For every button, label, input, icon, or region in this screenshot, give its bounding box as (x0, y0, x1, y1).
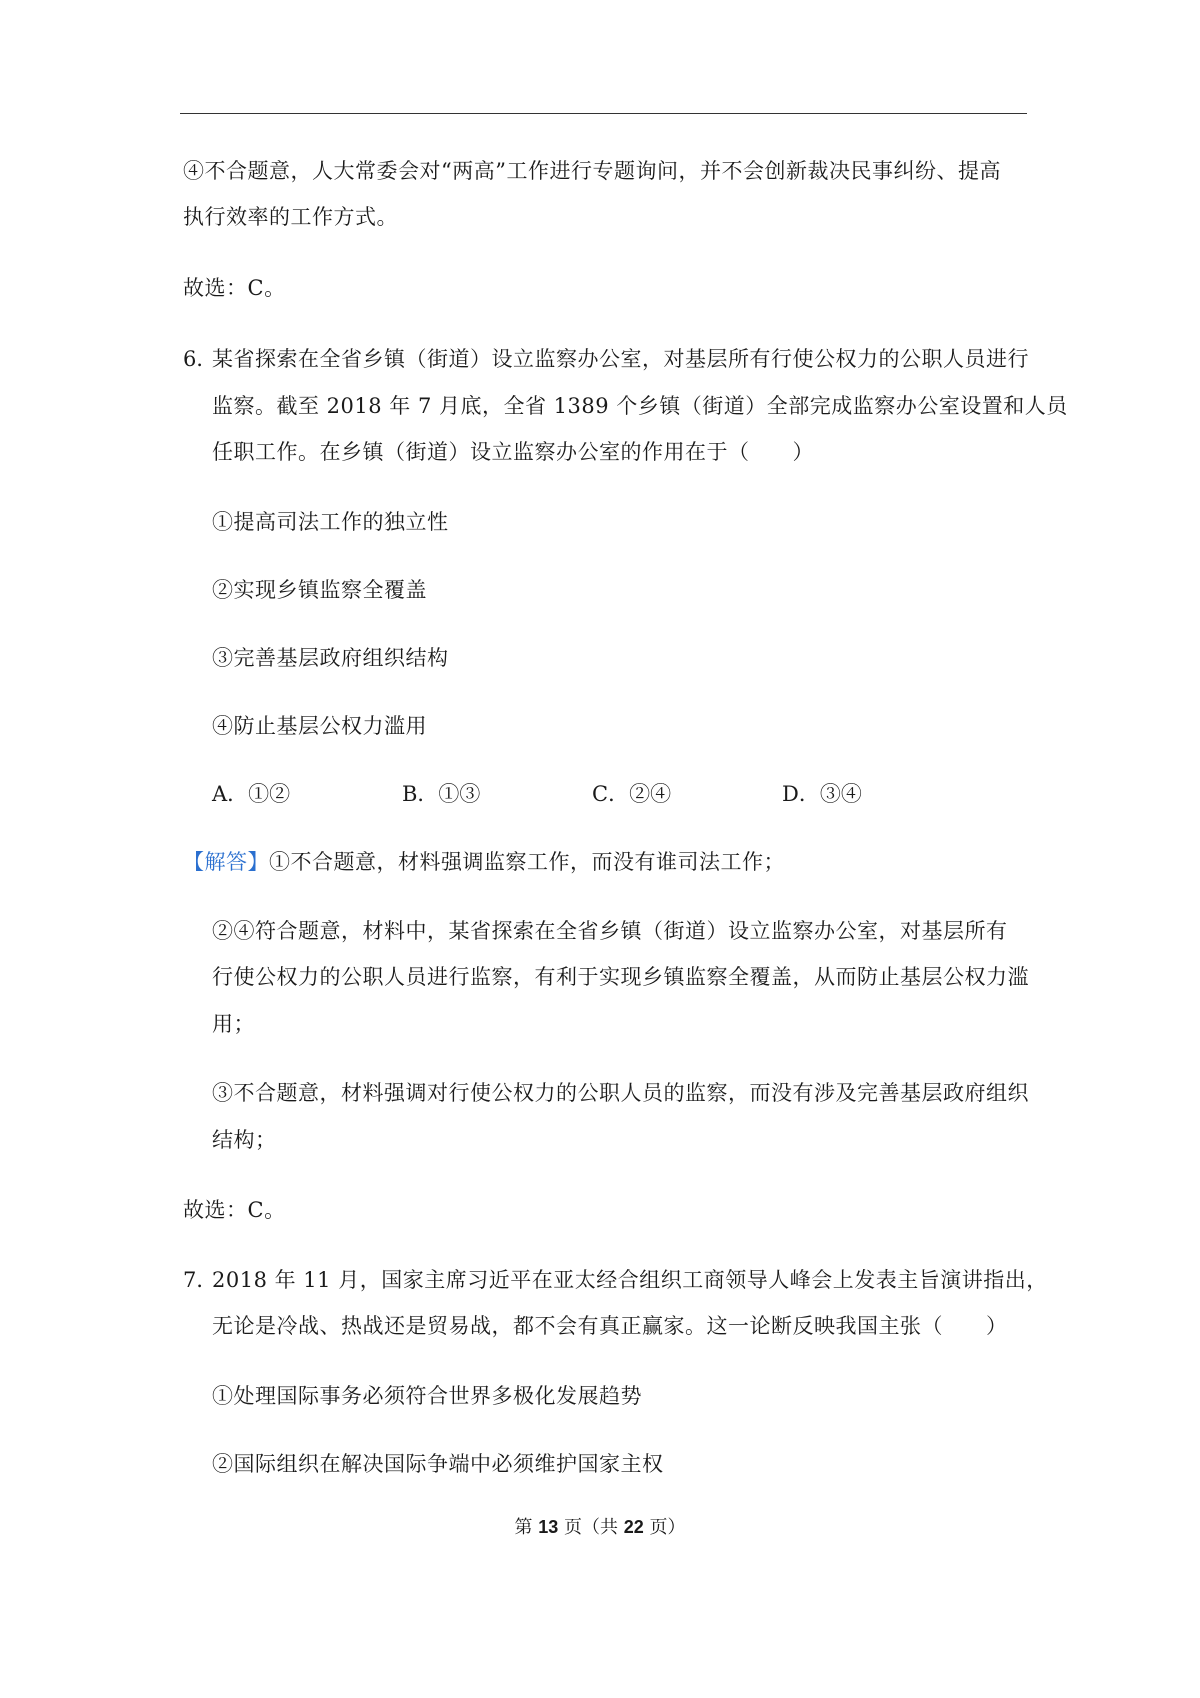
q6-option-1: ①提高司法工作的独立性 (212, 510, 449, 534)
q6-number: 6． (183, 347, 218, 371)
prev-answer-choice: 故选：C。 (183, 276, 286, 300)
q6-option-3: ③完善基层政府组织结构 (212, 646, 449, 670)
q6-option-2: ②实现乡镇监察全覆盖 (212, 578, 427, 602)
footer-prefix: 第 (514, 1517, 539, 1538)
q7-stem-line1: 2018 年 11 月，国家主席习近平在亚太经合组织工商领导人峰会上发表主旨演讲指出， (212, 1268, 1048, 1292)
q7-option-2: ②国际组织在解决国际争端中必须维护国家主权 (212, 1452, 664, 1476)
q6-answer-p3-line1: ③不合题意，材料强调对行使公权力的公职人员的监察，而没有涉及完善基层政府组织 (212, 1081, 1029, 1105)
q6-option-4: ④防止基层公权力滥用 (212, 714, 427, 738)
q6-choice-b: B．①③ (402, 782, 481, 806)
q6-answer-p2-line3: 用； (212, 1012, 255, 1036)
footer-total-pages: 22 (623, 1517, 644, 1537)
q6-choice-c: C．②④ (592, 782, 672, 806)
q6-answer-p2-line1: ②④符合题意，材料中，某省探索在全省乡镇（街道）设立监察办公室，对基层所有 (212, 919, 1008, 943)
footer-middle: 页（共 (558, 1517, 624, 1538)
footer-page-number: 13 (538, 1517, 559, 1537)
q6-answer-line1 (183, 838, 1028, 886)
q6-choice-d: D．③④ (782, 782, 862, 806)
q6-choices (212, 770, 972, 818)
footer-suffix: 页） (643, 1517, 686, 1538)
page-footer (0, 1512, 1200, 1543)
q6-answer-text1: ①不合题意，材料强调监察工作，而没有谁司法工作； (269, 850, 785, 874)
q7-number: 7． (183, 1268, 218, 1292)
q6-stem-line2: 监察。截至 2018 年 7 月底，全省 1389 个乡镇（街道）全部完成监察办公室设置和人员 (212, 394, 1068, 418)
q6-stem-line1: 某省探索在全省乡镇（街道）设立监察办公室，对基层所有行使公权力的公职人员进行 (212, 347, 1029, 371)
q6-stem-line3: 任职工作。在乡镇（街道）设立监察办公室的作用在于（ ） (212, 440, 814, 464)
q7-stem-line2: 无论是冷战、热战还是贸易战，都不会有真正赢家。这一论断反映我国主张（ ） (212, 1314, 1008, 1338)
header-rule (180, 113, 1027, 114)
prev-answer-item4-line1: ④不合题意，人大常委会对“两高”工作进行专题询问，并不会创新裁决民事纠纷、提高 (183, 159, 1001, 183)
q6-answer-p2-line2: 行使公权力的公职人员进行监察，有利于实现乡镇监察全覆盖，从而防止基层公权力滥 (212, 965, 1029, 989)
q6-choice-a: A．①② (212, 782, 291, 806)
q6-choice-result: 故选：C。 (183, 1198, 286, 1222)
answer-label: 【解答】 (183, 850, 269, 874)
q7-option-1: ①处理国际事务必须符合世界多极化发展趋势 (212, 1384, 642, 1408)
prev-answer-item4-line2: 执行效率的工作方式。 (183, 205, 398, 229)
q6-answer-p3-line2: 结构； (212, 1128, 277, 1152)
